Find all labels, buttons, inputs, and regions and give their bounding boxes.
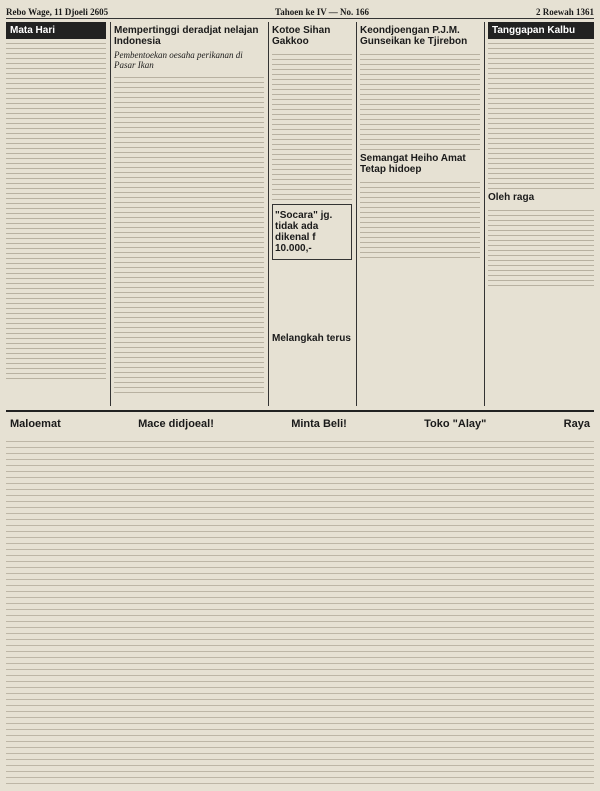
headline-1-box bbox=[272, 204, 352, 260]
column-2-title: Mempertinggi deradjat nelajan Indonesia bbox=[114, 25, 259, 47]
classified-ads bbox=[6, 410, 594, 785]
column-1 bbox=[6, 22, 106, 379]
divider-3 bbox=[356, 22, 357, 406]
mid-section bbox=[272, 330, 482, 347]
column-5-text-2 bbox=[488, 206, 594, 286]
ad-heading-row bbox=[6, 416, 594, 432]
column-5 bbox=[488, 22, 594, 286]
divider-4 bbox=[484, 22, 485, 406]
ad-maloemat: Maloemat bbox=[10, 418, 61, 430]
masthead bbox=[6, 6, 594, 19]
column-3-title: Kotoe Sihan Gakkoo bbox=[272, 25, 331, 47]
column-5-text bbox=[488, 39, 594, 189]
column-4 bbox=[360, 22, 480, 258]
headline-3: Semangat Heiho Amat Tetap hidoep bbox=[360, 153, 466, 175]
masthead-date-left: Rebo Wage, 11 Djoeli 2605 bbox=[6, 7, 109, 17]
column-1-text bbox=[6, 39, 106, 379]
column-2-sub: Pembentoekan oesaha perikanan di Pasar Ikan bbox=[114, 50, 243, 70]
ad-mace: Mace didjoeal! bbox=[138, 418, 214, 430]
column-4-text bbox=[360, 50, 480, 150]
masthead-issue: Tahoen ke IV — No. 166 bbox=[275, 7, 370, 17]
masthead-date-right: 2 Roewah 1361 bbox=[536, 7, 594, 17]
column-4-text-2 bbox=[360, 178, 480, 258]
divider-1 bbox=[110, 22, 111, 406]
divider-2 bbox=[268, 22, 269, 406]
column-3 bbox=[272, 22, 352, 260]
ad-body-text bbox=[6, 436, 594, 785]
column-2 bbox=[114, 22, 264, 393]
column-1-header: Mata Hari bbox=[6, 22, 106, 39]
column-3-text bbox=[272, 50, 352, 200]
ad-raya: Raya bbox=[563, 418, 590, 430]
column-2-text bbox=[114, 73, 264, 393]
ad-toko: Toko "Alay" bbox=[424, 418, 487, 430]
headline-1: "Socara" jg. tidak ada dikenal f 10.000,- bbox=[275, 210, 333, 254]
headline-2: Melangkah terus bbox=[272, 333, 351, 344]
column-5-header: Tanggapan Kalbu bbox=[488, 22, 594, 39]
headline-4: Oleh raga bbox=[488, 192, 535, 203]
ad-minta-beli: Minta Beli! bbox=[291, 418, 347, 430]
column-4-title: Keondjoengan P.J.M. Gunseikan ke Tjirebon bbox=[360, 25, 468, 47]
